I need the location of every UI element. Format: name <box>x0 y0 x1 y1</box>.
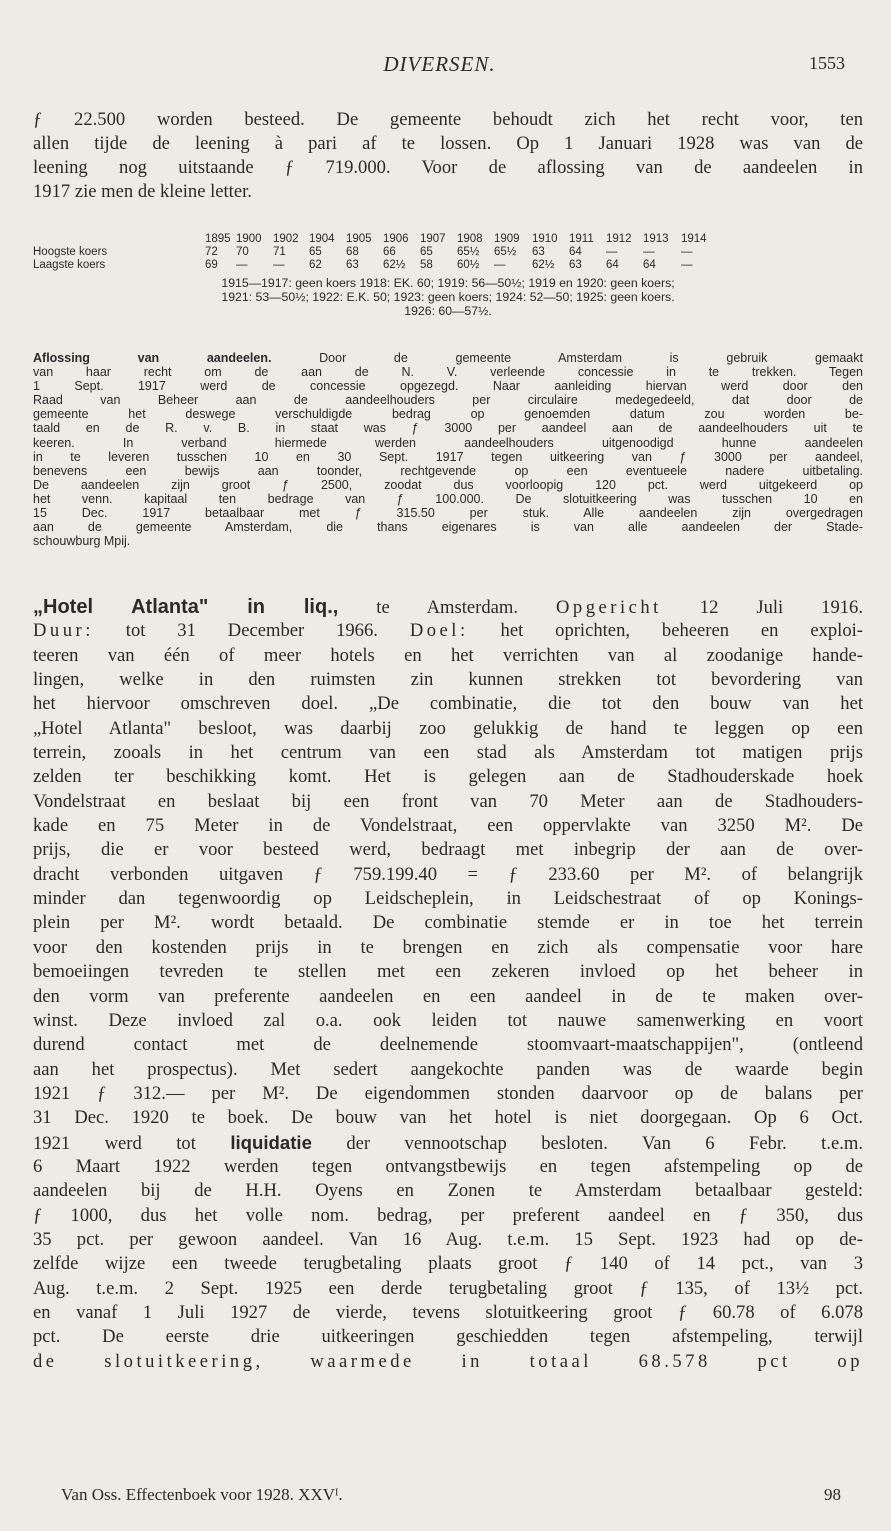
quote-cell: 62½ <box>383 259 406 271</box>
text-line: 6 Maart 1922 werden tegen ontvangstbewijs en tegen afstempeling op de <box>33 1155 863 1177</box>
text-line: en vanaf 1 Juli 1927 de vierde, tevens slotuitkeering groot ƒ 60.78 of 6.078 <box>33 1301 863 1323</box>
year-cell: 1911 <box>569 233 594 245</box>
year-cell: 1908 <box>457 233 483 245</box>
year-cell: 1912 <box>606 233 632 245</box>
intro-paragraph <box>33 108 863 204</box>
row-label: Laagste koers <box>33 259 106 271</box>
running-title: DIVERSEN. <box>383 52 496 76</box>
text-line: 15 Dec. 1917 betaalbaar met ƒ 315.50 per stuk. Alle aandeelen zijn overgedragen <box>33 506 863 521</box>
text-line: zelfde wijze een tweede terugbetaling plaats groot ƒ 140 of 14 pct., van 3 <box>33 1253 863 1275</box>
quote-cell: 58 <box>420 259 433 271</box>
page-footer <box>33 1485 845 1511</box>
section-heading: Aflossing van aandeelen. <box>33 351 272 365</box>
quote-note-line: 1915—1917: geen koers 1918: EK. 60; 1919: 56—50½; 1919 en 1920: geen koers; <box>221 276 675 290</box>
text-line: teeren van één of meer hotels en het verrichten van al zoodanige hande- <box>33 644 863 666</box>
quote-cell: 65 <box>420 246 433 258</box>
doel-value: het oprichten, beheeren en exploi- <box>468 620 863 642</box>
text-line <box>33 619 863 643</box>
quote-cell: 65½ <box>494 246 517 258</box>
quote-notes <box>33 276 863 318</box>
text-line: 31 Dec. 1920 te boek. De bouw van het hotel is niet doorgegaan. Op 6 Oct. <box>33 1107 863 1129</box>
text-line: De aandeelen zijn groot ƒ 2500, zoodat dus voorloopig 120 pct. werd uitgekeerd op <box>33 477 863 492</box>
aflossing-lines <box>33 365 863 534</box>
liquidatie-keyword: liquidatie <box>230 1131 312 1153</box>
text-line: zelden ter beschikking komt. Het is gelegen aan de Stadhouderskade hoek <box>33 766 863 788</box>
quote-cell: 63 <box>532 246 545 258</box>
year-cell: 1914 <box>681 233 707 245</box>
quote-cell: 70 <box>236 246 249 258</box>
hotel-atlanta-entry <box>33 595 863 1374</box>
text-line: gemeente het deswege verschuldigde bedrag op genoemden datum zou worden be- <box>33 407 863 422</box>
footer-signature: 98 <box>824 1485 841 1504</box>
text-line: plein per M². wordt betaald. De combinatie stemde er in toe het terrein <box>33 912 863 934</box>
text-line: „Hotel Atlanta" besloot, was daarbij zoo gelukkig de hand te leggen op een <box>33 717 863 739</box>
quote-cell: 72 <box>205 246 218 258</box>
quote-table-low-row <box>33 259 863 272</box>
text-line: minder dan tegenwoordig op Leidscheplein, in Leidschestraat of op Konings- <box>33 888 863 910</box>
quote-cell: 63 <box>569 259 582 271</box>
text-line: taald en de R. v. B. in staat was ƒ 3000 per aandeel aan de aandeelhouders uit te <box>33 421 863 436</box>
text-line: in te leveren tusschen 10 en 30 Sept. 1917 tegen uitkeering van ƒ 3000 per aandeel, <box>33 449 863 464</box>
text-line: keeren. In verband hiermede werden aandeelhouders uitgenoodigd hunne aandeelen <box>33 435 863 450</box>
hotel-lines <box>33 644 863 1131</box>
text-line: Aug. t.e.m. 2 Sept. 1925 een derde terugbetaling groot ƒ 135, of 13½ pct. <box>33 1277 863 1299</box>
year-cell: 1910 <box>532 233 558 245</box>
text-line: 1917 zie men de kleine letter. <box>33 181 252 202</box>
year-cell: 1913 <box>643 233 669 245</box>
text-line: het venn. kapitaal ten bedrage van ƒ 100.000. De slotuitkeering was tusschen 10 en <box>33 491 863 506</box>
text-line: aandeelen bij de H.H. Oyens en Zonen te Amsterdam betaalbaar gesteld: <box>33 1180 863 1202</box>
quote-cell: — <box>681 259 693 271</box>
text-line: ƒ 22.500 worden besteed. De gemeente behoudt zich het recht voor, ten <box>33 109 863 130</box>
quote-cell: 68 <box>346 246 359 258</box>
text-line: durend contact met de deelnemende stoomvaart-maatschappijen", (ontleend <box>33 1034 863 1056</box>
text-line: bemoeiingen tevreden te stellen met een zekeren invloed op het beheer in <box>33 961 863 983</box>
footer-source: Van Oss. Effectenboek voor 1928. XXVᴵ. <box>61 1485 343 1504</box>
text-line: prijs, die er voor besteed werd, bedraagt met inbegrip der aan de over- <box>33 839 863 861</box>
hotel-lines-after <box>33 1155 863 1350</box>
quote-cell: 64 <box>569 246 582 258</box>
text-line: benevens een bewijs aan toonder, rechtgevende op een eventueele nadere uitbetaling. <box>33 463 863 478</box>
text-line: 1 Sept. 1917 werd de concessie opgezegd. Naar aanleiding hiervan werd door den <box>33 379 863 394</box>
duur-label: Duur: <box>33 620 94 642</box>
year-cell: 1907 <box>420 233 446 245</box>
quote-cell: 65½ <box>457 246 480 258</box>
year-cell: 1900 <box>236 233 262 245</box>
quote-cell: 64 <box>643 259 656 271</box>
text-line: winst. Deze invloed zal o.a. ook leiden tot nauwe samenwerking en voort <box>33 1009 863 1031</box>
text-line: 1921 ƒ 312.— per M². De eigendommen stonden daarvoor op de balans per <box>33 1082 863 1104</box>
quote-table <box>33 233 863 272</box>
year-cell: 1902 <box>273 233 299 245</box>
text-line: ƒ 1000, dus het volle nom. bedrag, per preferent aandeel en ƒ 350, dus <box>33 1204 863 1226</box>
text-line: voor den kostenden prijs in te brengen en zich als compensatie voor hare <box>33 936 863 958</box>
year-cell: 1906 <box>383 233 409 245</box>
aflossing-paragraph <box>33 351 863 548</box>
quote-note-line: 1926: 60—57½. <box>404 304 492 318</box>
text-line: dracht verbonden uitgaven ƒ 759.199.40 = ƒ 233.60 per M². of belangrijk <box>33 863 863 885</box>
company-name: „Hotel Atlanta" in liq., <box>33 596 339 618</box>
text-line <box>33 1131 863 1155</box>
quote-cell: 63 <box>346 259 359 271</box>
text-line: Raad van Beheer aan de aandeelhouders per circulaire medegedeeld, dat door de <box>33 393 863 408</box>
text-line: Vondelstraat en beslaat bij een front van 70 Meter aan de Stadhouders- <box>33 790 863 812</box>
text-span: der vennootschap besloten. Van 6 Febr. t.e.m. <box>311 1132 863 1154</box>
quote-cell: 71 <box>273 246 286 258</box>
year-cell: 1895 <box>205 233 231 245</box>
quote-cell: — <box>273 259 285 271</box>
text-line: aan de gemeente Amsterdam, die thans eigenares is van alle aandeelen der Stade- <box>33 520 863 535</box>
doel-label: Doel: <box>409 620 469 642</box>
text-line: pct. De eerste drie uitkeeringen geschiedden tegen afstempeling, terwijl <box>33 1326 863 1348</box>
opgericht-value: 12 Juli 1916. <box>661 597 863 618</box>
quote-cell: — <box>606 246 618 258</box>
text-line: kade en 75 Meter in de Vondelstraat, een oppervlakte van 3250 M². De <box>33 815 863 837</box>
text-line: 35 pct. per gewoon aandeel. Van 16 Aug. t.e.m. 15 Sept. 1923 had op de- <box>33 1228 863 1250</box>
quote-cell: 66 <box>383 246 396 258</box>
quote-cell: 60½ <box>457 259 480 271</box>
quote-cell: — <box>643 246 655 258</box>
text-line: leening nog uitstaande ƒ 719.000. Voor de aflossing van de aandeelen in <box>33 157 863 178</box>
quote-table-high-row <box>33 246 863 259</box>
text-line: terrein, zooals in het centrum van een stad als Amsterdam tot matigen prijs <box>33 742 863 764</box>
quote-cell: 69 <box>205 259 218 271</box>
quote-note-line: 1921: 53—50½; 1922: E.K. 50; 1923: geen koers; 1924: 52—50; 1925: geen koers. <box>221 290 675 304</box>
year-cell: 1909 <box>494 233 520 245</box>
text-span: 1921 werd tot <box>33 1132 231 1154</box>
text-span: Door de gemeente Amsterdam is gebruik gemaakt <box>319 351 863 365</box>
opgericht-label: Opgericht <box>555 597 662 618</box>
page-header <box>34 52 845 82</box>
quote-cell: — <box>236 259 248 271</box>
company-place: te Amsterdam. <box>338 597 519 618</box>
text-line: den vorm van preferente aandeelen en een aandeel in de te maken over- <box>33 985 863 1007</box>
text-line: lingen, welke in den ruimsten zin kunnen strekken tot bevordering van <box>33 669 863 691</box>
row-label: Hoogste koers <box>33 246 108 258</box>
text-line: de slotuitkeering, waarmede in totaal 68.578 pct op <box>33 1350 863 1372</box>
text-line <box>33 351 863 365</box>
text-line: allen tijde de leening à pari af te lossen. Op 1 Januari 1928 was van de <box>33 133 863 154</box>
text-line <box>33 595 863 619</box>
quote-cell: 65 <box>309 246 322 258</box>
quote-cell: 62½ <box>532 259 555 271</box>
text-line: van haar recht om de aan de N. V. verleende concessie in te trekken. Tegen <box>33 365 863 380</box>
duur-value: tot 31 December 1966. <box>93 620 378 642</box>
page-number: 1553 <box>809 53 845 73</box>
text-line: aan het prospectus). Met sedert aangekochte panden was de waarde begin <box>33 1058 863 1080</box>
quote-cell: 62 <box>309 259 322 271</box>
text-line: het hiervoor omschreven doel. „De combinatie, die tot den bouw van het <box>33 693 863 715</box>
year-cell: 1905 <box>346 233 372 245</box>
quote-cell: 64 <box>606 259 619 271</box>
quote-table-years-row <box>33 233 863 246</box>
year-cell: 1904 <box>309 233 335 245</box>
quote-cell: — <box>681 246 693 258</box>
quote-cell: — <box>494 259 506 271</box>
text-line: schouwburg Mpij. <box>33 534 131 549</box>
